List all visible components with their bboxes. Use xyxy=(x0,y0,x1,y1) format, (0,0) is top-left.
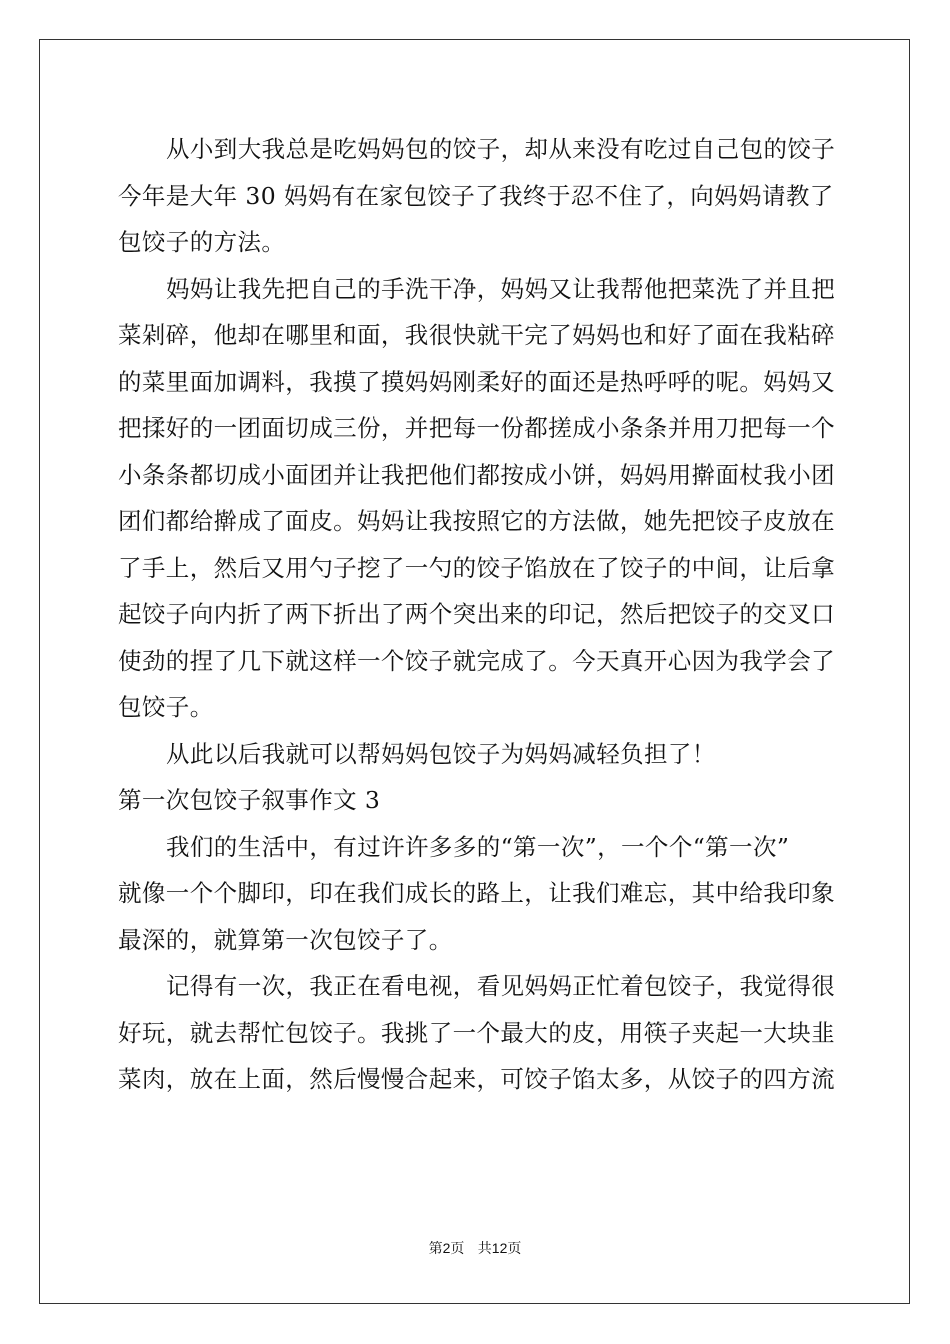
text-line: 团们都给擀成了面皮。妈妈让我按照它的方法做，她先把饺子皮放在 xyxy=(118,507,835,535)
text-line: 最深的，就算第一次包饺子了。 xyxy=(118,925,453,954)
text-line: 的菜里面加调料，我摸了摸妈妈刚柔好的面还是热呼呼的呢。妈妈又 xyxy=(118,367,835,396)
text-line: 从小到大我总是吃妈妈包的饺子，却从来没有吃过自己包的饺子 xyxy=(166,135,836,163)
paragraph xyxy=(118,126,834,266)
footer-total-unit: 页 xyxy=(507,1241,522,1257)
footer-page-number: 2 xyxy=(442,1240,451,1256)
paragraph xyxy=(118,963,834,1103)
paragraph xyxy=(118,824,834,964)
text-line: 菜肉，放在上面，然后慢慢合起来，可饺子馅太多，从饺子的四方流 xyxy=(118,1065,835,1093)
text-line: 第一次包饺子叙事作文 3 xyxy=(118,786,381,814)
text-line: 把揉好的一团面切成三份，并把每一份都搓成小条条并用刀把每一个 xyxy=(118,414,835,442)
paragraph xyxy=(118,731,834,778)
footer-prefix: 第 xyxy=(428,1241,443,1257)
paragraph xyxy=(118,266,834,731)
text-line: 记得有一次，我正在看电视，看见妈妈正忙着包饺子，我觉得很 xyxy=(166,972,836,1000)
text-line: 包饺子的方法。 xyxy=(118,228,286,256)
text-line: 包饺子。 xyxy=(118,693,214,721)
text-line: 使劲的捏了几下就这样一个饺子就完成了。今天真开心因为我学会了 xyxy=(118,646,835,675)
text-line: 今年是大年 30 妈妈有在家包饺子了我终于忍不住了，向妈妈请教了 xyxy=(118,181,834,210)
footer-page-unit: 页 xyxy=(450,1241,465,1257)
text-line: 妈妈让我先把自己的手洗干净，妈妈又让我帮他把菜洗了并且把 xyxy=(166,274,836,303)
text-line: 起饺子向内折了两下折出了两个突出来的印记，然后把饺子的交叉口 xyxy=(118,600,835,628)
footer-total-pages: 12 xyxy=(491,1240,508,1256)
text-line: 好玩，就去帮忙包饺子。我挑了一个最大的皮，用筷子夹起一大块韭 xyxy=(118,1018,835,1047)
text-line: 了手上，然后又用勺子挖了一勺的饺子馅放在了饺子的中间，让后拿 xyxy=(118,553,835,582)
section-heading xyxy=(118,777,834,824)
document-body xyxy=(118,126,834,1103)
text-line: 就像一个个脚印，印在我们成长的路上，让我们难忘，其中给我印象 xyxy=(118,879,835,907)
page-footer xyxy=(0,1238,950,1258)
footer-total-prefix: 共 xyxy=(477,1241,492,1257)
text-line: 菜剁碎，他却在哪里和面，我很快就干完了妈妈也和好了面在我粘碎 xyxy=(118,321,835,349)
text-line: 从此以后我就可以帮妈妈包饺子为妈妈减轻负担了！ xyxy=(166,739,716,768)
text-line: 小条条都切成小面团并让我把他们都按成小饼，妈妈用擀面杖我小团 xyxy=(118,460,835,489)
text-line: 我们的生活中，有过许许多多的“第一次”，一个个“第一次” xyxy=(166,832,790,861)
